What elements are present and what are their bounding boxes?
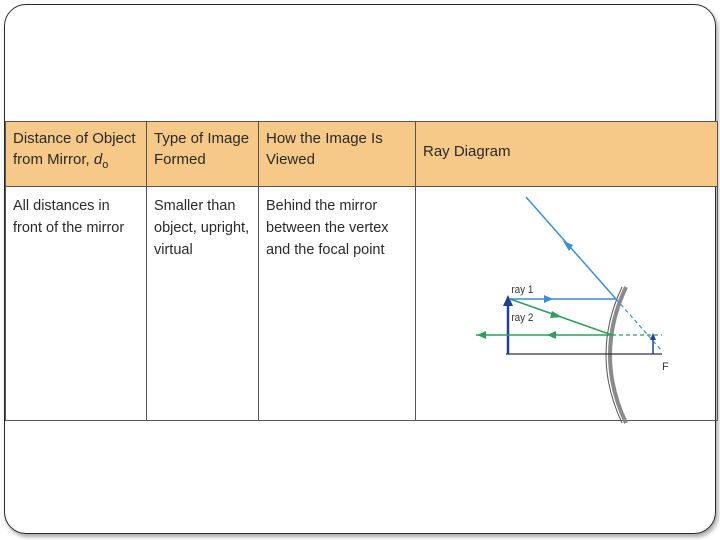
header-distance [6,122,147,187]
table-row [6,187,718,421]
image-arrow-head [650,333,656,340]
cell-distance: All distances in front of the mirror [6,187,147,421]
cell-image-type: Smaller than object, upright, virtual [147,187,259,421]
header-how-viewed: How the Image Is Viewed [259,122,416,187]
header-ray-diagram: Ray Diagram [416,122,718,187]
ray2-reflected-arrow [477,331,486,339]
ray-diagram [416,187,720,425]
ray1-incident-arrow [544,295,553,303]
header-distance-subscript: o [102,159,109,171]
focal-point-label: F [662,361,669,373]
convex-mirror-table [5,121,718,421]
ray2-reflected-arrow-mid [547,331,556,339]
convex-mirror [610,287,626,423]
ray2-incident-arrow [550,311,562,318]
ray1-label: ray 1 [511,284,534,297]
header-distance-text: Distance of Object from Mirror, [13,130,136,168]
cell-ray-diagram [416,187,718,421]
header-image-type: Type of Image Formed [147,122,259,187]
ray1-extension [616,299,662,351]
ray2-label: ray 2 [511,312,534,325]
cell-how-viewed: Behind the mirror between the vertex and the focal point [259,187,416,421]
table-header-row [6,122,718,187]
object-arrow-head [503,295,513,306]
header-distance-symbol: d [93,151,103,168]
table-container [5,121,718,421]
